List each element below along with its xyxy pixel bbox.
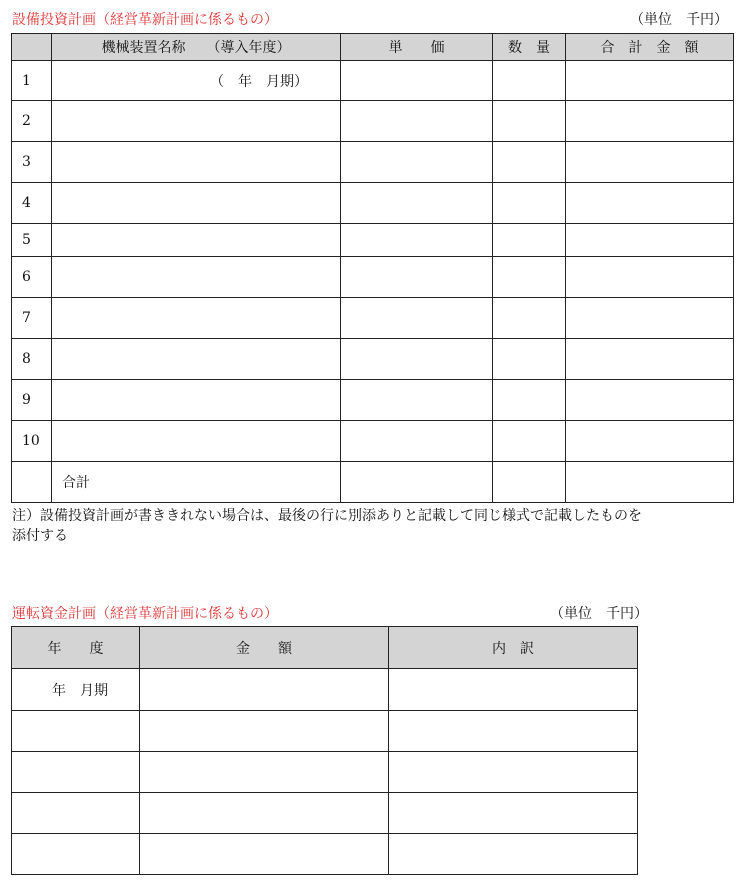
note-line-2: 添付する	[12, 528, 68, 544]
equipment-plan-table	[11, 33, 734, 503]
header-breakdown: 内 訳	[389, 627, 638, 669]
working-capital-table	[11, 626, 638, 875]
amount-cell[interactable]	[140, 711, 389, 752]
row-number: 10	[12, 421, 52, 462]
total-label: 合計	[52, 462, 341, 503]
quantity-cell[interactable]	[493, 298, 566, 339]
unit-price-cell[interactable]	[341, 257, 493, 298]
fiscal-year-cell[interactable]	[12, 793, 140, 834]
header-machine-name: 機械装置名称 （導入年度）	[52, 34, 341, 61]
table-row	[12, 711, 638, 752]
breakdown-cell[interactable]	[389, 834, 638, 875]
fiscal-year-cell[interactable]: 年 月期	[12, 669, 140, 711]
row-number: 6	[12, 257, 52, 298]
note-line-1: 注）設備投資計画が書ききれない場合は、最後の行に別添ありと記載して同じ様式で記載したものを	[12, 508, 642, 524]
breakdown-cell[interactable]	[389, 711, 638, 752]
machine-name-cell[interactable]	[52, 380, 341, 421]
machine-name-cell[interactable]	[52, 421, 341, 462]
equipment-unit-label: （単位 千円）	[630, 12, 728, 28]
total-number-cell	[12, 462, 52, 503]
working-capital-header-row	[12, 627, 638, 669]
amount-cell[interactable]	[140, 793, 389, 834]
header-unit-price: 単 価	[341, 34, 493, 61]
equipment-note	[12, 506, 642, 546]
row-number: 7	[12, 298, 52, 339]
total-row	[12, 462, 734, 503]
table-row	[12, 224, 734, 257]
header-number	[12, 34, 52, 61]
total-quantity-cell[interactable]	[493, 462, 566, 503]
quantity-cell[interactable]	[493, 339, 566, 380]
amount-cell[interactable]	[140, 834, 389, 875]
machine-name-cell[interactable]	[52, 298, 341, 339]
row-number: 5	[12, 224, 52, 257]
total-unit-price-cell[interactable]	[341, 462, 493, 503]
table-row	[12, 101, 734, 142]
table-row	[12, 752, 638, 793]
total-amount-cell[interactable]	[566, 257, 734, 298]
table-row	[12, 421, 734, 462]
unit-price-cell[interactable]	[341, 142, 493, 183]
unit-price-cell[interactable]	[341, 421, 493, 462]
machine-name-cell[interactable]	[52, 257, 341, 298]
quantity-cell[interactable]	[493, 183, 566, 224]
header-total-amount: 合 計 金 額	[566, 34, 734, 61]
quantity-cell[interactable]	[493, 224, 566, 257]
table-row	[12, 339, 734, 380]
quantity-cell[interactable]	[493, 142, 566, 183]
machine-name-cell[interactable]	[52, 142, 341, 183]
table-row	[12, 793, 638, 834]
total-amount-cell[interactable]	[566, 339, 734, 380]
equipment-plan-title: 設備投資計画（経営革新計画に係るもの）	[12, 12, 278, 28]
row-number: 4	[12, 183, 52, 224]
table-row	[12, 183, 734, 224]
unit-price-cell[interactable]	[341, 380, 493, 421]
total-amount-cell[interactable]	[566, 61, 734, 101]
fiscal-year-cell[interactable]	[12, 711, 140, 752]
row-number: 3	[12, 142, 52, 183]
quantity-cell[interactable]	[493, 101, 566, 142]
table-row	[12, 257, 734, 298]
fiscal-year-cell[interactable]	[12, 834, 140, 875]
row-number: 2	[12, 101, 52, 142]
header-amount: 金 額	[140, 627, 389, 669]
total-amount-cell[interactable]	[566, 101, 734, 142]
quantity-cell[interactable]	[493, 380, 566, 421]
header-quantity: 数 量	[493, 34, 566, 61]
header-fiscal-year: 年 度	[12, 627, 140, 669]
unit-price-cell[interactable]	[341, 224, 493, 257]
unit-price-cell[interactable]	[341, 339, 493, 380]
grand-total-cell[interactable]	[566, 462, 734, 503]
quantity-cell[interactable]	[493, 421, 566, 462]
table-row	[12, 380, 734, 421]
table-row	[12, 669, 638, 711]
unit-price-cell[interactable]	[341, 183, 493, 224]
unit-price-cell[interactable]	[341, 298, 493, 339]
row-number: 9	[12, 380, 52, 421]
total-amount-cell[interactable]	[566, 224, 734, 257]
machine-name-cell[interactable]	[52, 183, 341, 224]
machine-name-cell[interactable]	[52, 101, 341, 142]
table-row	[12, 61, 734, 101]
unit-price-cell[interactable]	[341, 101, 493, 142]
machine-name-cell[interactable]	[52, 224, 341, 257]
equipment-header-row	[12, 34, 734, 61]
breakdown-cell[interactable]	[389, 793, 638, 834]
breakdown-cell[interactable]	[389, 752, 638, 793]
fiscal-year-cell[interactable]	[12, 752, 140, 793]
working-capital-unit-label: （単位 千円）	[550, 606, 648, 622]
machine-name-cell[interactable]: （ 年 月期）	[52, 61, 341, 101]
amount-cell[interactable]	[140, 669, 389, 711]
table-row	[12, 298, 734, 339]
unit-price-cell[interactable]	[341, 61, 493, 101]
row-number: 8	[12, 339, 52, 380]
table-row	[12, 142, 734, 183]
row-number: 1	[12, 61, 52, 101]
breakdown-cell[interactable]	[389, 669, 638, 711]
total-amount-cell[interactable]	[566, 421, 734, 462]
amount-cell[interactable]	[140, 752, 389, 793]
total-amount-cell[interactable]	[566, 380, 734, 421]
working-capital-title: 運転資金計画（経営革新計画に係るもの）	[12, 606, 278, 622]
quantity-cell[interactable]	[493, 61, 566, 101]
total-amount-cell[interactable]	[566, 298, 734, 339]
total-amount-cell[interactable]	[566, 142, 734, 183]
quantity-cell[interactable]	[493, 257, 566, 298]
total-amount-cell[interactable]	[566, 183, 734, 224]
table-row	[12, 834, 638, 875]
machine-name-cell[interactable]	[52, 339, 341, 380]
